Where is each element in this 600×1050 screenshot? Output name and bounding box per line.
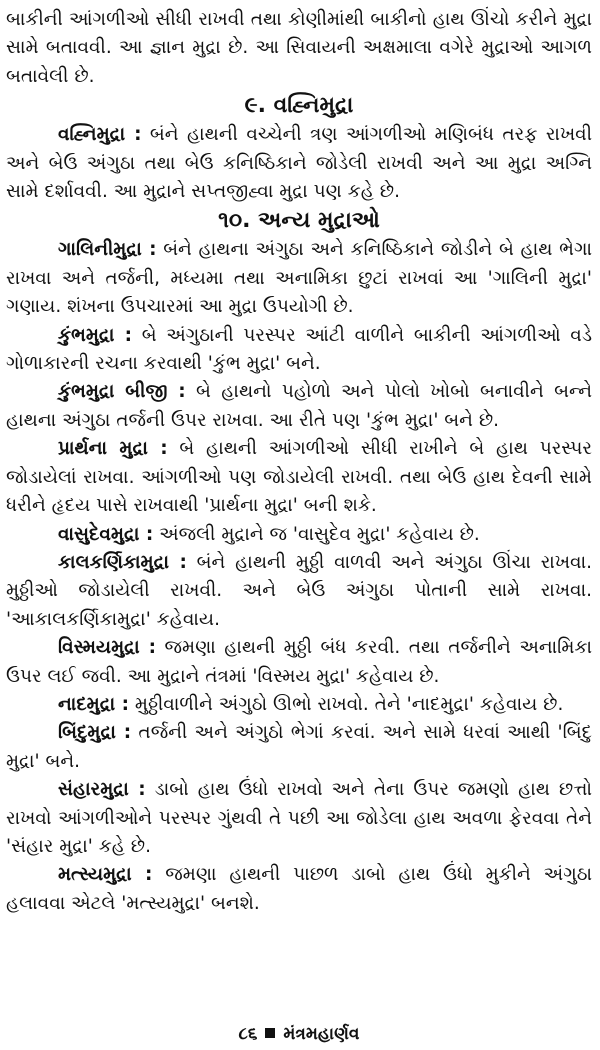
entry-term: પ્રાર્થના મુદ્રા : — [58, 438, 168, 460]
entry-text: બંને હાથની વચ્ચેની ત્રણ આંગળીઓ મણિબંધ તરફ રાખવી અને બેઉ અંગુઠા તથા બેઉ કનિષ્ઠિકાને જોડેલી રાખવી અને આ મુદ્રા અગ્નિ સામે દર્શાવવી. આ મુદ્રાને સપ્તજીહ્વા મુદ્રા પણ કહે છે. — [6, 124, 592, 203]
entry-text: અંજલી મુદ્રાને જ 'વાસુદેવ મુદ્રા' કહેવાય છે. — [153, 523, 480, 545]
entry-vahni-mudra — [6, 121, 592, 206]
page-number: ૮૬ — [238, 1024, 258, 1044]
entry-term: કુંભમુદ્રા : — [58, 324, 133, 346]
entry-term: સંહારમુદ્રા : — [58, 779, 146, 801]
entry-term: વહ્નિમુદ્રા : — [58, 124, 142, 146]
entry-term: કુંભમુદ્રા બીજી : — [58, 381, 186, 403]
square-separator-icon — [265, 1028, 275, 1038]
entry-text: બંને હાથના અંગુઠા અને કનિષ્ઠિકાને જોડીને બે હાથ ભેગા રાખવા અને તર્જની, મધ્યમા તથા અનામિકા છુટાં રાખવાં આ 'ગાલિની મુદ્રા' ગણાય. શંખના ઉપચારમાં આ મુદ્રા ઉપયોગી છે. — [6, 239, 592, 318]
entry-sanhar-mudra — [6, 776, 592, 861]
entry-vismay-mudra — [6, 634, 592, 691]
entry-term: વિસ્મયમુદ્રા : — [58, 637, 157, 659]
entry-prarthana-mudra — [6, 435, 592, 520]
entry-term: વાસુદેવમુદ્રા : — [58, 523, 154, 545]
page-footer — [6, 1022, 592, 1046]
entry-text: જમણા હાથની પાછળ ડાબો હાથ ઉંધો મુકીને અંગુઠા હલાવવા એટલે 'મત્સ્યમુદ્રા' બનશે. — [6, 864, 592, 914]
entry-text: બંને હાથની મુઠ્ઠી વાળવી અને અંગુઠા ઊંચા રાખવા. મુઠ્ઠીઓ જોડાયેલી રાખવી. અને બેઉ અંગુઠા પોતાની સામે રાખવા. 'આકાલકર્ણિકામુદ્રા' કહેવાય. — [6, 551, 592, 630]
entry-galini-mudra — [6, 236, 592, 321]
entry-term: કાલકર્ણિકામુદ્રા : — [58, 551, 187, 573]
book-title: મંત્રમહાર્ણવ — [283, 1024, 360, 1044]
intro-paragraph: બાકીની આંગળીઓ સીધી રાખવી તથા કોણીમાંથી બાકીનો હાથ ઊંચો કરીને મુદ્રા સામે બતાવવી. આ જ્ઞાન મુદ્રા છે. આ સિવાયની અક્ષમાલા વગેરે મુદ્રાઓ આગળ બતાવેલી છે. — [6, 9, 592, 87]
entry-vasudev-mudra — [6, 521, 592, 549]
entry-term: નાદમુદ્રા : — [58, 693, 130, 715]
entry-kumbh-mudra-second — [6, 378, 592, 435]
entry-text: બે હાથનો પહોળો અને પોલો ખોબો બનાવીને બન્ને હાથના અંગુઠા તર્જની ઉપર રાખવા. આ રીતે પણ 'કુંભ મુદ્રા' બને છે. — [6, 381, 592, 431]
entry-bindu-mudra — [6, 719, 592, 776]
entry-term: ગાલિનીમુદ્રા : — [58, 239, 157, 261]
entry-text: બે અંગુઠાની પરસ્પર આંટી વાળીને બાકીની આંગળીઓ વડે ગોળાકારની રચના કરવાથી 'કુંભ મુદ્રા' બને. — [6, 324, 592, 375]
section-heading-vahni: ૯. વહ્નિમુદ્રા — [244, 93, 354, 119]
entry-kumbh-mudra — [6, 322, 592, 379]
entry-text: તર્જની અને અંગુઠો ભેગાં કરવાં. અને સામે ધરવાં આથી 'બિંદુ મુદ્રા' બને. — [6, 722, 593, 772]
entry-term: મત્સ્યમુદ્રા : — [58, 864, 153, 886]
entry-nad-mudra — [6, 691, 592, 719]
entry-matsya-mudra — [6, 861, 592, 918]
entry-text: મુઠ્ઠીવાળીને અંગુઠો ઊભો રાખવો. તેને 'નાદમુદ્રા' કહેવાય છે. — [129, 693, 564, 715]
entry-text: જમણા હાથની મુઠ્ઠી બંધ કરવી. તથા તર્જનીને અનામિકા ઉપર લઈ જવી. આ મુદ્રાને તંત્રમાં 'વિસ્મય મુદ્રા' કહેવાય છે. — [6, 637, 592, 687]
entry-text: બે હાથની આંગળીઓ સીધી રાખીને બે હાથ પરસ્પર જોડાયેલાં રાખવા. આંગળીઓ પણ જોડાયેલી રાખવી. તથા બેઉ હાથ દેવની સામે ધરીને હૃદય પાસે રાખવાથી 'પ્રાર્થના મુદ્રા' બની શકે. — [6, 438, 592, 517]
section-heading-other-mudras: ૧૦. અન્ય મુદ્રાઓ — [218, 208, 380, 234]
book-page — [6, 6, 592, 1046]
entry-term: બિંદુમુદ્રા : — [58, 722, 132, 744]
entry-text: ડાબો હાથ ઉંધો રાખવો અને તેના ઉપર જમણો હાથ છત્તો રાખવો આંગળીઓને પરસ્પર ગુંથવી તે પછી આ જોડેલા હાથ અવળા ફેરવવા તેને 'સંહાર મુદ્રા' કહે છે. — [6, 779, 592, 857]
entry-kalkarnika-mudra — [6, 549, 592, 634]
